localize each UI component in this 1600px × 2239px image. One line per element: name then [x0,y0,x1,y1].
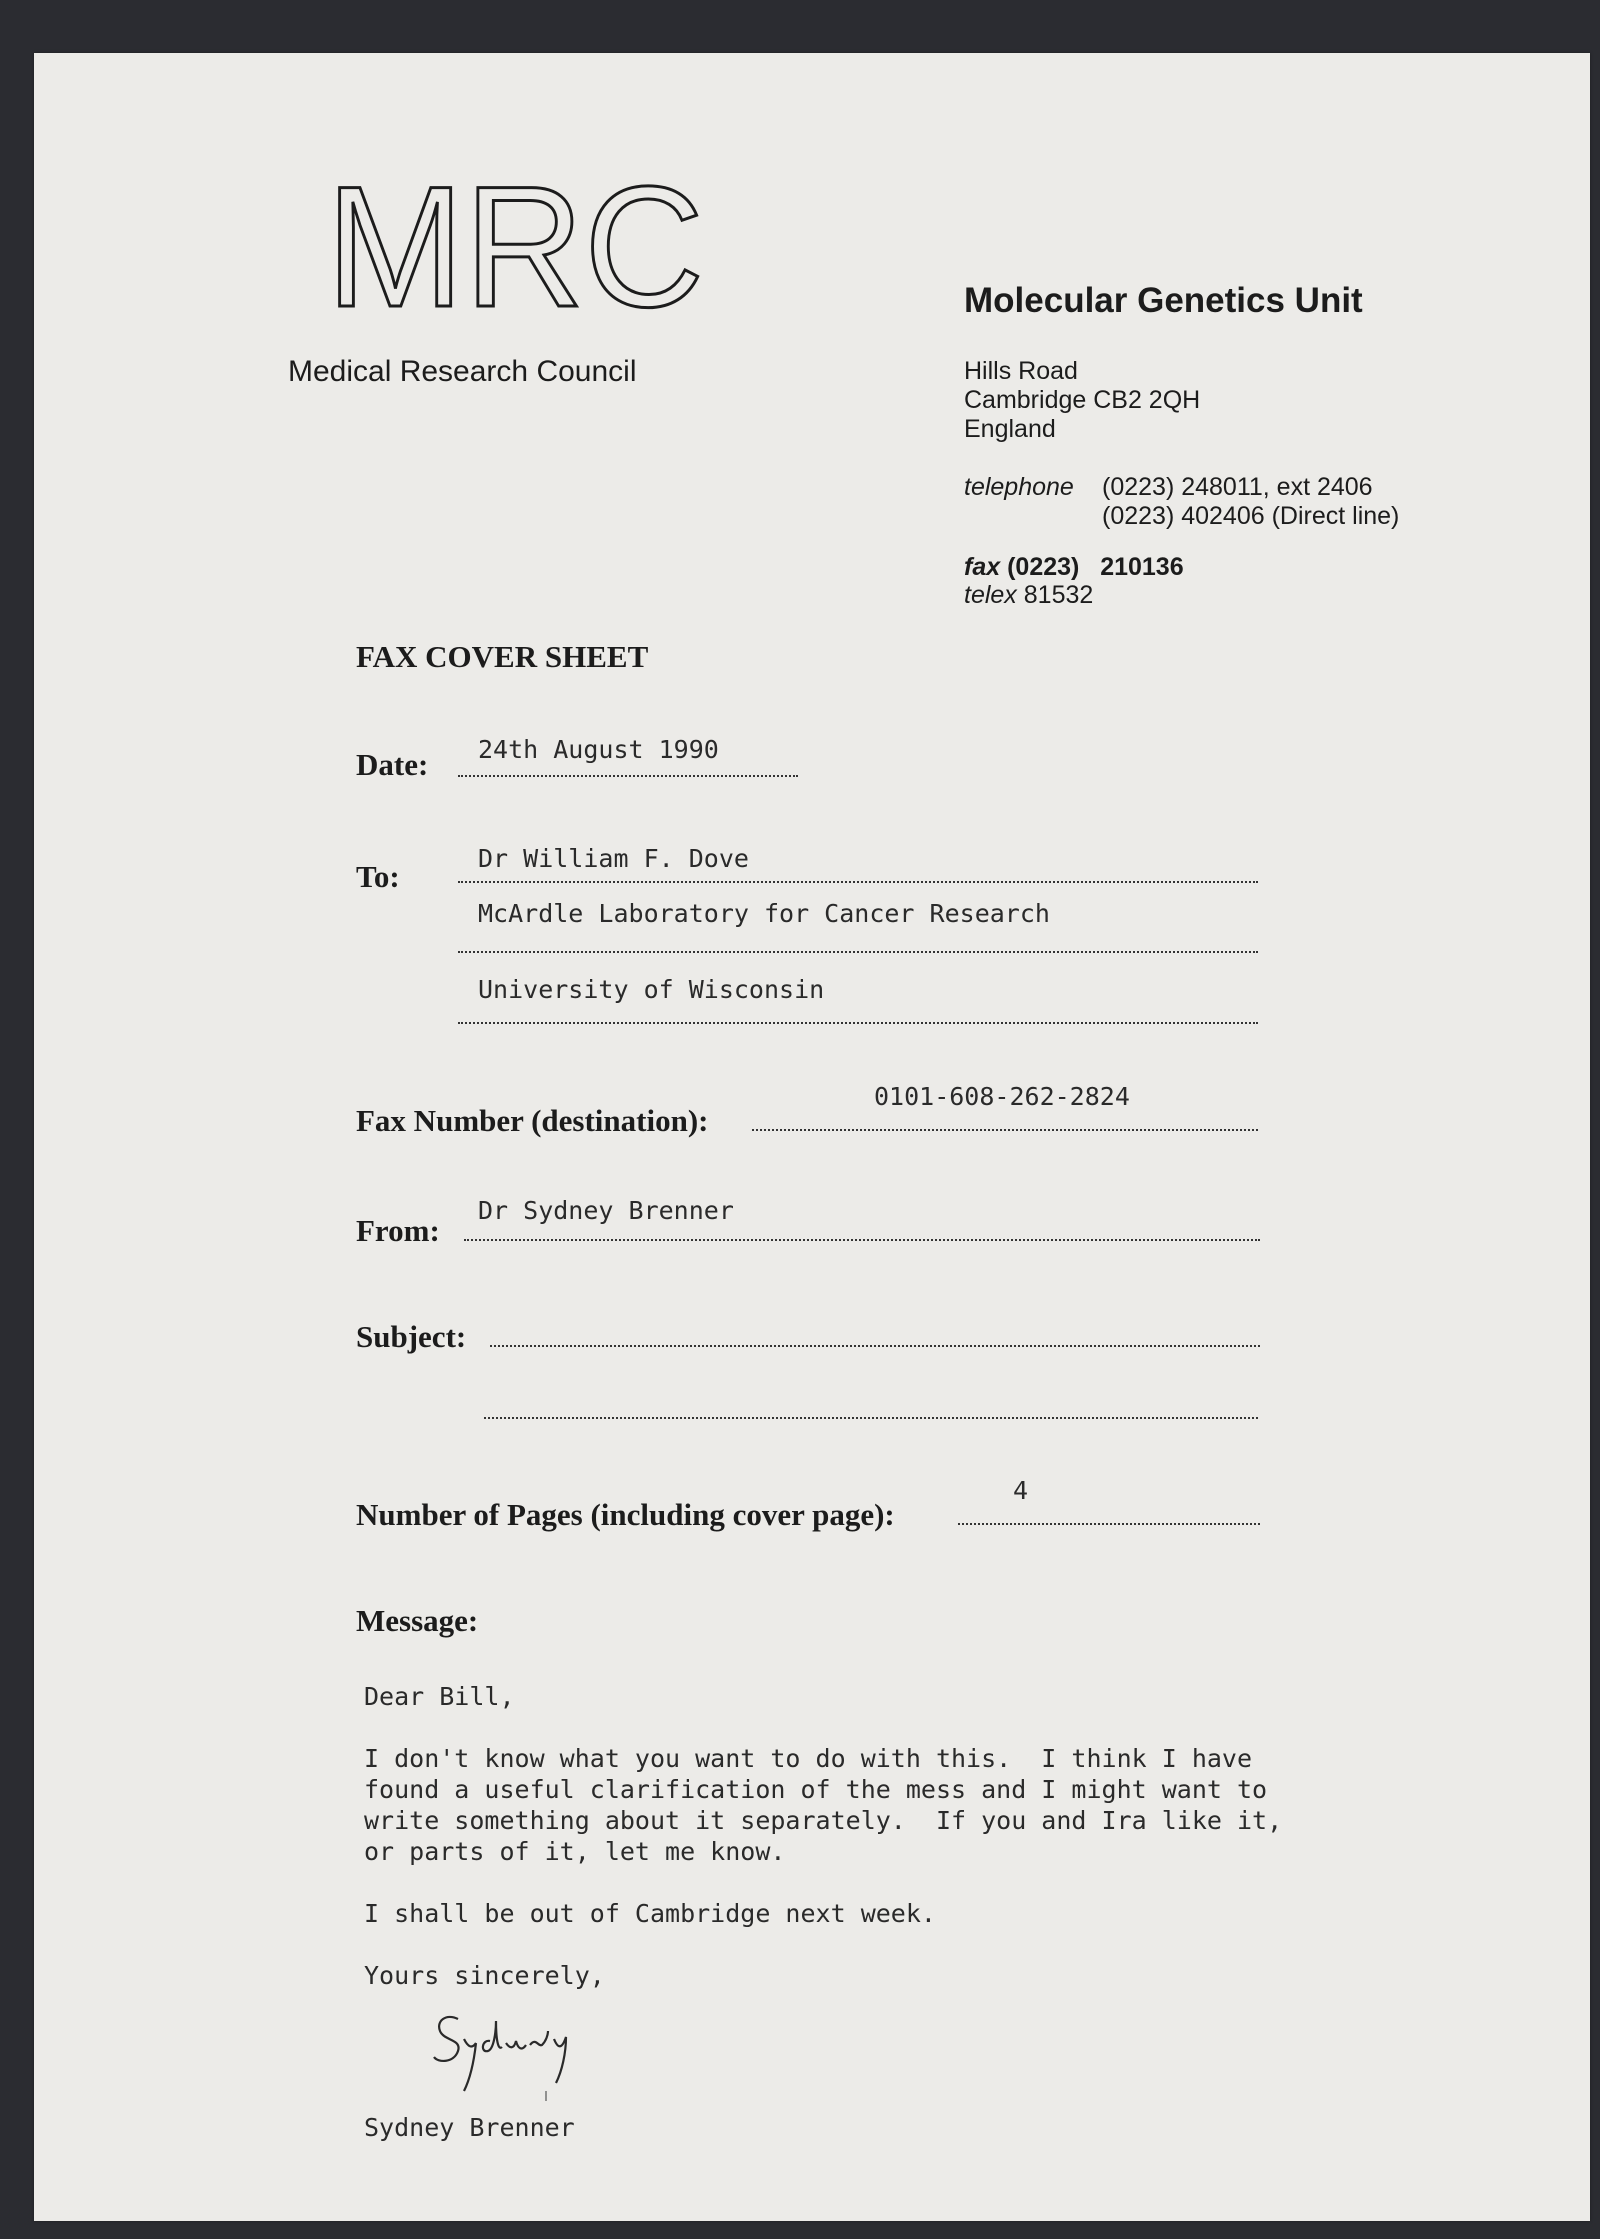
telex-number: 81532 [1023,581,1094,609]
date-label: Date: [356,747,429,782]
mrc-logo [326,163,706,328]
address-line-2: Cambridge CB2 2QH [964,386,1201,414]
telex-label: telex [964,581,1017,609]
fax-number-value: 0101-608-262-2824 [874,1082,1130,1111]
address-line-3: England [964,415,1056,443]
from-value: Dr Sydney Brenner [478,1196,734,1225]
telephone-line-1: (0223) 248011, ext 2406 [1102,473,1373,501]
organization-name: Medical Research Council [288,355,637,388]
date-value: 24th August 1990 [478,735,719,764]
fax-info [964,553,1184,582]
from-dotted-line [464,1239,1260,1241]
svg-text:MRC: MRC [326,163,704,328]
unit-title: Molecular Genetics Unit [964,281,1363,320]
date-dotted-line [458,775,798,777]
message-body: Dear Bill, I don't know what you want to do with this. I think I have found a useful clarification of the mess and I might want to write something about it separately. If you and Ira like it, or parts of it, let me know. I shall be out of Cambridge next week. Yours sincerely, [364,1682,1283,1990]
subject-dotted-line-1 [490,1345,1260,1347]
pages-dotted-line [958,1523,1260,1525]
fax-number-dotted-line [752,1129,1258,1131]
pages-value: 4 [1013,1476,1029,1505]
telex-info [964,581,1093,610]
to-dotted-line-2 [458,951,1258,953]
signature-graphic [428,1991,618,2101]
to-label: To: [356,859,400,894]
fax-number: (0223) 210136 [1007,553,1184,581]
subject-label: Subject: [356,1319,467,1354]
fax-cover-sheet [34,53,1590,2221]
to-line-3: University of Wisconsin [478,975,825,1004]
signoff-name: Sydney Brenner [364,2113,575,2142]
to-dotted-line-1 [458,881,1258,883]
telephone-line-2: (0223) 402406 (Direct line) [1102,502,1400,530]
to-dotted-line-3 [458,1022,1258,1024]
fax-label: fax [964,553,1001,581]
telephone-label: telephone [964,473,1074,501]
fax-number-label: Fax Number (destination): [356,1103,709,1138]
to-line-1: Dr William F. Dove [478,844,749,873]
message-label: Message: [356,1603,479,1638]
sheet-title: FAX COVER SHEET [356,639,649,674]
pages-label: Number of Pages (including cover page): [356,1497,895,1532]
subject-dotted-line-2 [484,1417,1258,1419]
to-line-2: McArdle Laboratory for Cancer Research [478,899,1050,928]
from-label: From: [356,1213,440,1248]
address-line-1: Hills Road [964,357,1078,385]
